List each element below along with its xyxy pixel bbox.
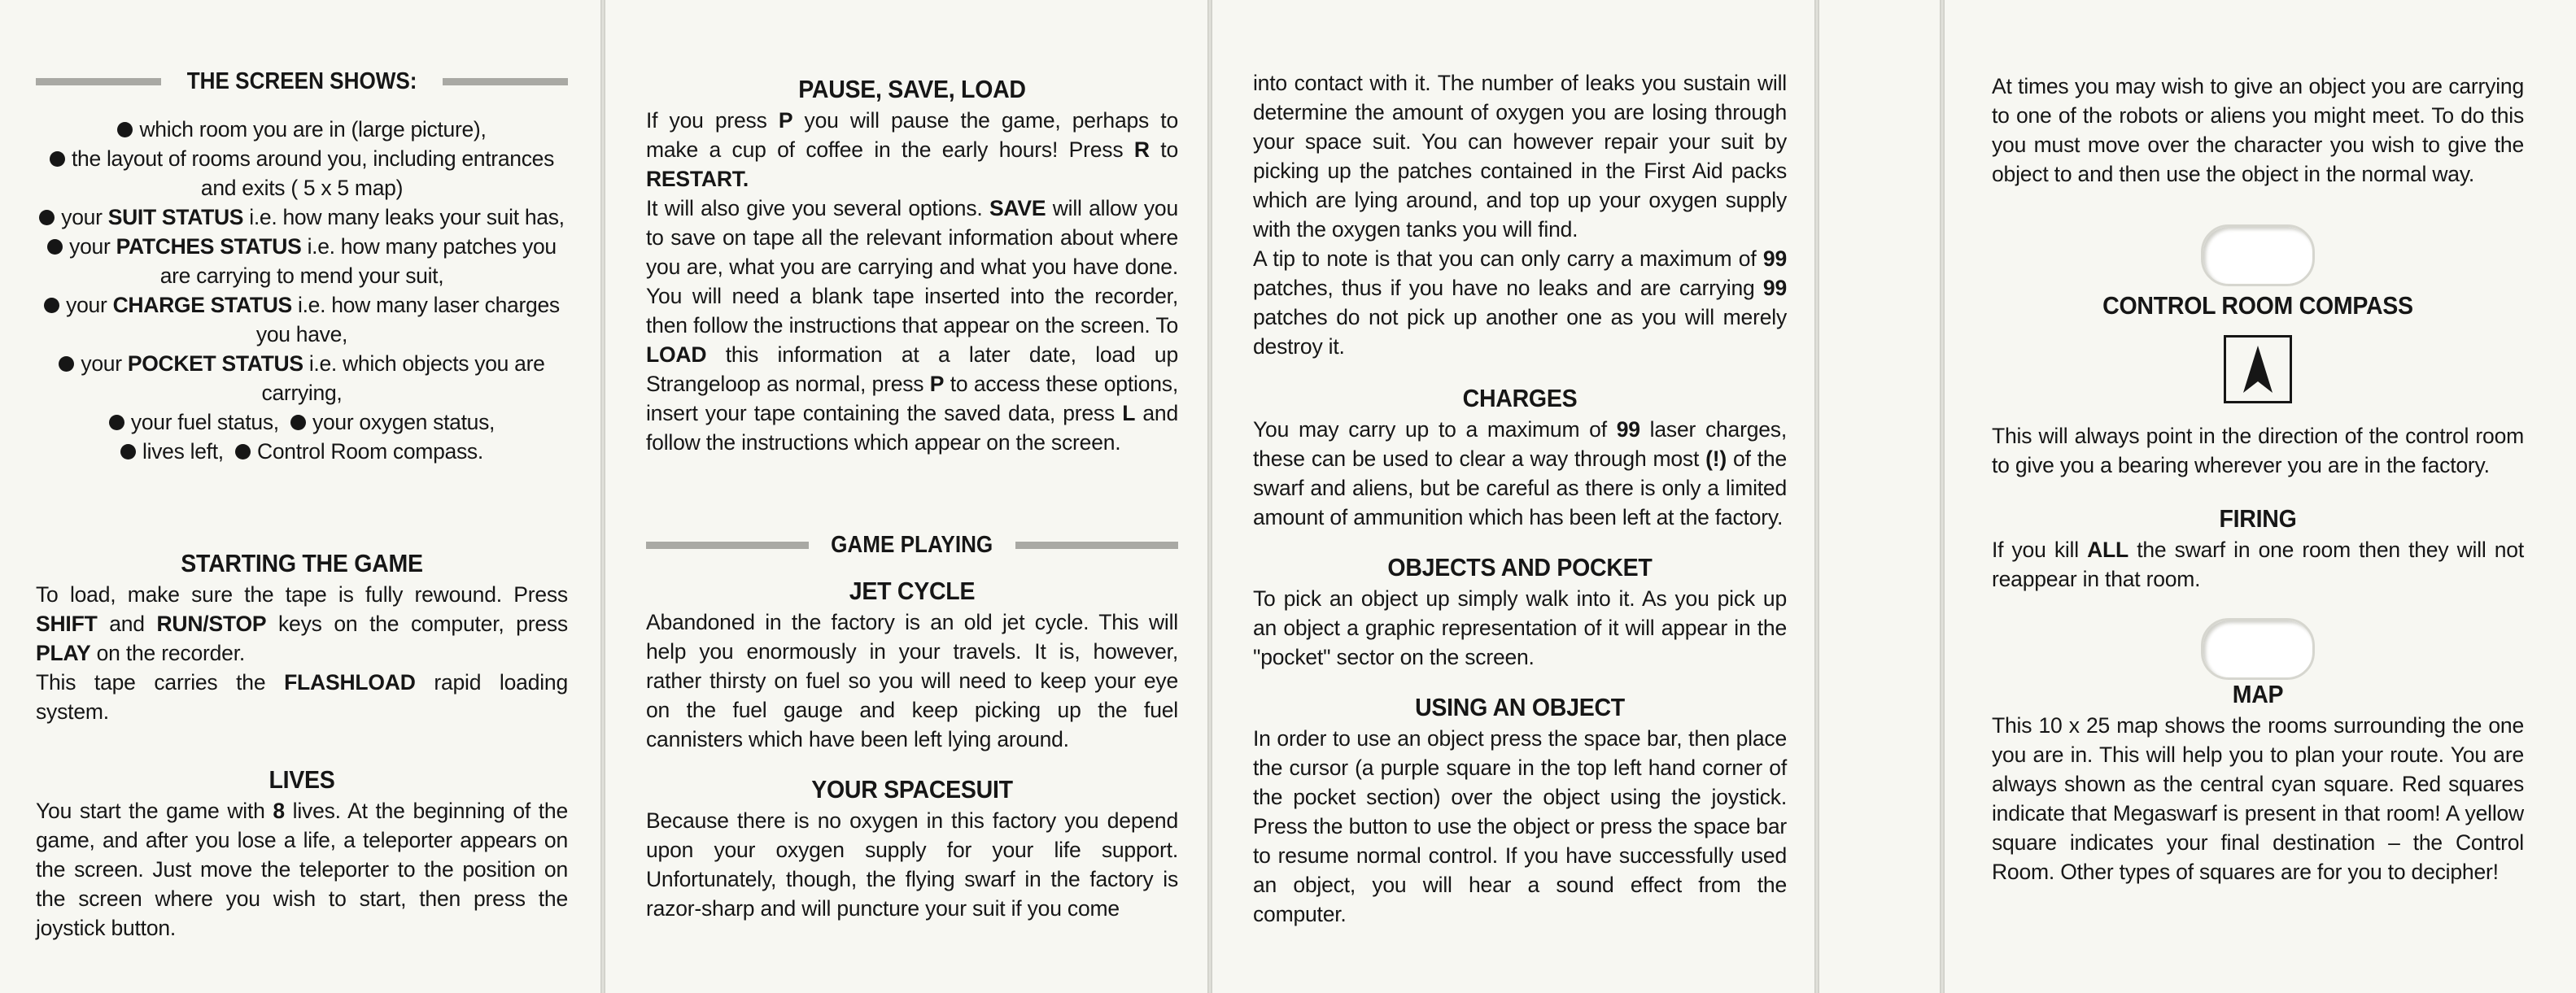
screen-shows-heading [36, 68, 568, 95]
max-patches: 99 [1762, 246, 1787, 271]
screen-shows-title: THE SCREEN SHOWS: [186, 68, 417, 94]
max-patches: 99 [1762, 276, 1787, 300]
game-playing-heading [646, 532, 1178, 559]
max-charges: 99 [1616, 417, 1640, 442]
spacesuit-section [646, 775, 1178, 923]
text-run: the swarf in one room then they will not reappear in that room. [1992, 538, 2524, 591]
text-run: lives. At the beginning of the game, and after you lose a life, a teleporter appears on the screen. Just move the teleporter to the position on the screen where you wish to start, then press the joystick button. [36, 799, 568, 940]
list-item-text: i.e. how many patches you are carrying to mend your suit, [159, 234, 557, 288]
lives-section [36, 765, 568, 943]
text-run: A tip to note is that you can only carry a maximum of [1253, 246, 1763, 271]
lives-left-text: lives left, [142, 439, 224, 464]
bullet-icon [59, 356, 74, 372]
tab-slot [2201, 224, 2315, 286]
list-item-text: your [61, 205, 108, 229]
list-item [36, 437, 568, 466]
list-item-text: your [69, 234, 116, 259]
key-p: P [778, 108, 793, 133]
compass-arrow-icon [2224, 335, 2292, 403]
bullet-icon [120, 444, 136, 459]
firing-title: FIRING [2219, 504, 2297, 533]
panel-pause-gameplay [605, 0, 1207, 993]
bullet-icon [39, 210, 55, 225]
list-item [36, 203, 568, 232]
bullet-icon [50, 151, 65, 167]
list-item [36, 290, 568, 349]
panel-compass-map [1945, 0, 2576, 993]
text-run: you will pause the game, perhaps to make a cup of coffee in the early hours! Press [646, 108, 1178, 162]
game-playing-title: GAME PLAYING [831, 532, 993, 558]
text-run: to access these options, insert your tape containing the saved data, press [646, 372, 1178, 425]
bullet-icon [47, 239, 63, 255]
panel-screen-info [0, 0, 600, 993]
text-run: to [1149, 137, 1179, 162]
text-run: It will also give you several options. [646, 196, 989, 220]
patches-tip-text [1253, 244, 1787, 361]
text-run: keys on the computer, press [266, 612, 568, 636]
oxygen-status-text: your oxygen status, [312, 410, 496, 434]
heading-rule-right [443, 78, 568, 85]
list-item-bold: CHARGE STATUS [112, 293, 292, 317]
bullet-icon [44, 298, 59, 313]
text-run: on the recorder. [90, 641, 246, 665]
tab-slot [2201, 618, 2315, 680]
using-object-section [1253, 693, 1787, 929]
compass-text: This will always point in the direction of the control room to give you a bearing wherever you are in the factory. [1992, 424, 2524, 477]
text-run: patches, thus if you have no leaks and are carrying [1253, 276, 1763, 300]
list-item [36, 144, 568, 203]
pause-text-1 [646, 106, 1178, 194]
firing-text [1992, 535, 2524, 594]
starting-text-2 [36, 668, 568, 726]
bullet-icon [109, 415, 124, 430]
map-section [1992, 680, 2524, 886]
flashload-term: FLASHLOAD [284, 670, 416, 695]
lives-title: LIVES [269, 765, 335, 794]
text-run: You start the game with [36, 799, 273, 823]
fuel-status-text: your fuel status, [130, 410, 279, 434]
lives-count: 8 [273, 799, 285, 823]
list-item-bold: SUIT STATUS [107, 205, 244, 229]
compass-text: Control Room compass. [256, 439, 483, 464]
objects-section [1253, 553, 1787, 672]
give-object-text: At times you may wish to give an object you are carrying to one of the robots or aliens you might meet. To do this you must move over the character you wish to give the object to and then use the object in the normal way. [1992, 74, 2524, 186]
restart-term: RESTART. [646, 167, 749, 191]
pause-title: PAUSE, SAVE, LOAD [798, 75, 1026, 103]
text-run: and [97, 612, 157, 636]
list-item [36, 349, 568, 407]
starting-title: STARTING THE GAME [181, 549, 423, 577]
text-run: laser charges, these can be used to clear a way through most [1253, 417, 1787, 471]
key-shift: SHIFT [36, 612, 98, 636]
heading-rule-left [646, 542, 809, 549]
list-item [36, 407, 568, 437]
heading-rule-left [36, 78, 161, 85]
pause-text-2 [646, 194, 1178, 457]
jet-cycle-title: JET CYCLE [849, 577, 976, 605]
bullet-icon [117, 122, 133, 137]
objects-text: To pick an object up simply walk into it. As you pick up an object a graphic representation of it will appear in the "pocket" sector on the screen. [1253, 586, 1787, 669]
list-item [36, 232, 568, 290]
list-item-text: i.e. how many laser charges you have, [255, 293, 560, 346]
map-title: MAP [2232, 680, 2284, 708]
spacesuit-title: YOUR SPACESUIT [811, 775, 1013, 804]
objects-title: OBJECTS AND POCKET [1387, 553, 1653, 581]
text-run: rapid loading system. [36, 670, 568, 724]
text-run: will allow you to save on tape all the relevant information about where you are, what you are carrying and what you have done. You will need a blank tape inserted into the recorder, then follow the instructions that appear on the screen. To [646, 196, 1178, 338]
text-run: You may carry up to a maximum of [1253, 417, 1617, 442]
panel-charges-objects [1212, 0, 1814, 993]
list-item-text: i.e. which objects you are carrying, [261, 351, 545, 405]
jet-cycle-section [646, 577, 1178, 754]
save-term: SAVE [989, 196, 1046, 220]
map-text: This 10 x 25 map shows the rooms surrounding the one you are in. This will help you to plan your route. You are always shown as the central cyan square. Red squares indicate that Megaswarf is present in that room! A yellow square indicates your final destination – the Control Room. Other types of squares are for you to decipher! [1992, 713, 2524, 884]
starting-section [36, 549, 568, 726]
using-object-title: USING AN OBJECT [1415, 693, 1625, 721]
text-run: To load, make sure the tape is fully rewound. Press [36, 582, 568, 607]
charges-text [1253, 415, 1787, 532]
bullet-icon [290, 415, 306, 430]
list-item-text: your [66, 293, 113, 317]
load-term: LOAD [646, 342, 707, 367]
panel-legal [1819, 0, 1940, 993]
jet-cycle-text: Abandoned in the factory is an old jet cycle. This will help you enormously in your travels. It is, however, rather thirsty on fuel so you will need to keep your eye on the fuel gauge and keep picking up the fuel cannisters which have been left lying around. [646, 610, 1178, 751]
bullet-icon [235, 444, 251, 459]
spacesuit-continued-text: into contact with it. The number of leaks you sustain will determine the amount of oxygen you are losing through your space suit. You can however repair your suit by picking up the patches contained in the First Aid packs which are lying around, and top up your oxygen supply with the oxygen tanks you will find. [1253, 71, 1787, 242]
using-object-text: In order to use an object press the space bar, then place the cursor (a purple square in the top left hand corner of the pocket section) over the object using the joystick. Press the button to use the object or press the space bar to resume normal control. If you have successfully used an object, you will hear a sound effect from the computer. [1253, 726, 1787, 926]
key-runstop: RUN/STOP [156, 612, 267, 636]
list-item-text: your [81, 351, 128, 376]
spacesuit-text: Because there is no oxygen in this factory you depend upon your oxygen supply for your life support. Unfortunately, though, the flying swarf in the factory is razor-sharp and will puncture your suit if you come [646, 808, 1178, 921]
text-run: and follow the instructions which appear on the screen. [646, 401, 1178, 455]
exclamation-mark: (!) [1705, 446, 1727, 471]
list-item-bold: POCKET STATUS [127, 351, 303, 376]
list-item-text: which room you are in (large picture), [139, 117, 487, 142]
starting-text-1 [36, 580, 568, 668]
text-run: This tape carries the [36, 670, 285, 695]
all-term: ALL [2087, 538, 2129, 562]
list-item-text: the layout of rooms around you, including entrances and exits ( 5 x 5 map) [71, 146, 555, 200]
key-l: L [1122, 401, 1136, 425]
text-run: patches do not pick up another one as you will merely destroy it. [1253, 305, 1787, 359]
lives-text [36, 796, 568, 943]
key-play: PLAY [36, 641, 91, 665]
screen-shows-list [36, 115, 568, 466]
arrow-up-icon [2242, 344, 2274, 394]
text-run: If you kill [1992, 538, 2088, 562]
heading-rule-right [1015, 542, 1178, 549]
list-item-text: i.e. how many leaks your suit has, [243, 205, 565, 229]
charges-title: CHARGES [1462, 384, 1578, 412]
compass-title: CONTROL ROOM COMPASS [2102, 291, 2413, 320]
list-item [36, 115, 568, 144]
compass-section [1992, 291, 2524, 480]
list-item-bold: PATCHES STATUS [116, 234, 302, 259]
charges-section [1253, 384, 1787, 532]
firing-section [1992, 504, 2524, 594]
key-p: P [929, 372, 945, 396]
text-run: If you press [646, 108, 779, 133]
text-run: this information at a later date, load up Strangeloop as normal, press [646, 342, 1178, 396]
text-run: of the swarf and aliens, but be careful as there is only a limited amount of ammunition which has been left at the factory. [1253, 446, 1788, 529]
key-r: R [1133, 137, 1150, 162]
